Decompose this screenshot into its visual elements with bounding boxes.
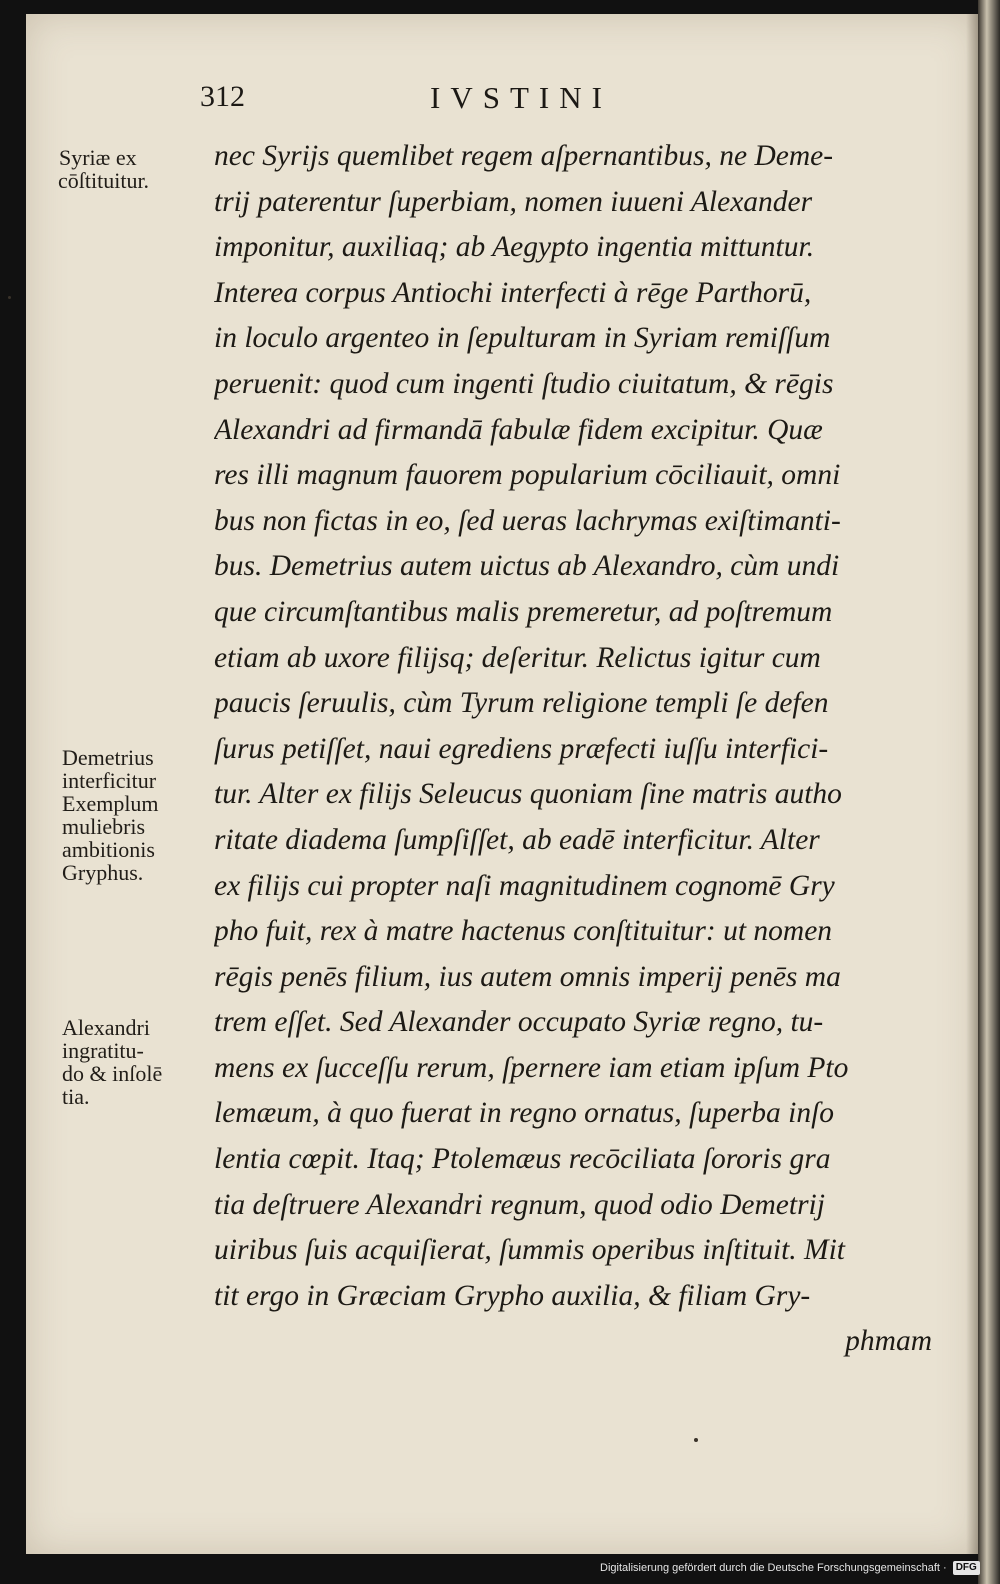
text-line: lentia cœpit. Itaq; Ptolemæus recōciliata ſororis gra bbox=[214, 1143, 831, 1176]
marginal-note bbox=[58, 146, 149, 192]
text-line: res illi magnum fauorem popularium cōciliauit, omni bbox=[214, 459, 841, 492]
text-line: que circumſtantibus malis premeretur, ad poſtremum bbox=[214, 595, 833, 628]
text-line: mens ex ſucceſſu rerum, ſpernere iam etiam ipſum Pto bbox=[214, 1051, 849, 1084]
text-line: Interea corpus Antiochi interfecti à rēge Parthorū, bbox=[214, 276, 812, 309]
text-line: ritate diadema ſumpſiſſet, ab eadē interficitur. Alter bbox=[214, 823, 820, 856]
body-text bbox=[214, 134, 932, 1365]
text-line: nec Syrijs quemlibet regem aſpernantibus, ne Deme- bbox=[214, 140, 834, 172]
text-line: etiam ab uxore filijsq; deſeritur. Relictus igitur cum bbox=[214, 641, 821, 674]
text-line: bus. Demetrius autem uictus ab Alexandro, cùm undi bbox=[214, 550, 840, 583]
marginal-note-line: interficitur bbox=[62, 768, 157, 793]
text-line: bus non fictas in eo, ſed ueras lachrymas exiſtimanti- bbox=[214, 504, 841, 537]
text-line: tit ergo in Græciam Grypho auxilia, & filiam Gry- bbox=[214, 1279, 811, 1312]
text-line: lemæum, à quo fuerat in regno ornatus, ſuperba inſo bbox=[214, 1097, 835, 1130]
marginal-note-line: ambitionis bbox=[62, 837, 155, 862]
marginal-note-line: cōſtituitur. bbox=[58, 168, 150, 193]
text-line: rēgis penēs filium, ius autem omnis imperij penēs ma bbox=[214, 960, 841, 993]
text-line: ex filijs cui propter naſi magnitudinem cognomē Gry bbox=[214, 869, 835, 902]
text-line: peruenit: quod cum ingenti ſtudio ciuitatum, & rēgis bbox=[214, 367, 834, 400]
marginal-note bbox=[62, 1016, 162, 1108]
marginal-note-line: ingratitu- bbox=[62, 1038, 144, 1063]
page-header bbox=[200, 80, 720, 124]
text-line: ſurus petiſſet, naui egrediens præfecti iuſſu interfici- bbox=[214, 732, 829, 765]
text-line: trij paterentur ſuperbiam, nomen iuueni Alexander bbox=[214, 185, 813, 218]
text-line: Alexandri ad firmandā fabulæ fidem excipitur. Quæ bbox=[214, 413, 823, 446]
text-line: imponitur, auxiliaq; ab Aegypto ingentia mittuntur. bbox=[214, 231, 815, 264]
marginal-note bbox=[62, 746, 159, 884]
paper-speck bbox=[694, 1438, 698, 1442]
running-title: IVSTINI bbox=[430, 80, 612, 115]
paper-speck bbox=[8, 296, 11, 299]
text-line: tia deſtruere Alexandri regnum, quod odio Demetrij bbox=[214, 1188, 825, 1221]
text-line: pho fuit, rex à matre hactenus conſtituitur: ut nomen bbox=[214, 915, 833, 948]
text-line: in loculo argenteo in ſepulturam in Syriam remiſſum bbox=[214, 322, 831, 355]
marginal-note-line: Demetrius bbox=[62, 745, 154, 770]
footer-credit: Digitalisierung gefördert durch die Deutsche Forschungsgemeinschaft · bbox=[600, 1562, 947, 1574]
text-line: paucis ſeruulis, cùm Tyrum religione templi ſe defen bbox=[214, 687, 829, 720]
marginal-note-line: do & inſolē bbox=[62, 1061, 163, 1086]
marginal-note-line: Alexandri bbox=[62, 1015, 150, 1040]
text-line: tur. Alter ex filijs Seleucus quoniam ſine matris autho bbox=[214, 778, 842, 811]
catchword: phmam bbox=[845, 1325, 932, 1358]
marginal-note-line: tia. bbox=[62, 1084, 90, 1109]
text-line: uiribus ſuis acquiſierat, ſummis operibus inſtituit. Mit bbox=[214, 1234, 845, 1267]
page-number: 312 bbox=[200, 80, 245, 113]
marginal-note-line: Exemplum bbox=[62, 791, 159, 816]
text-line: trem eſſet. Sed Alexander occupato Syriæ regno, tu- bbox=[214, 1006, 824, 1039]
marginal-note-line: Gryphus. bbox=[62, 860, 144, 885]
page-edge bbox=[978, 0, 1000, 1584]
marginal-note-line: muliebris bbox=[62, 814, 146, 839]
dfg-logo-icon: DFG bbox=[953, 1561, 980, 1575]
digitization-footer bbox=[600, 1556, 980, 1580]
gutter-shadow bbox=[966, 14, 978, 1554]
marginal-note-line: Syriæ ex bbox=[59, 145, 137, 170]
